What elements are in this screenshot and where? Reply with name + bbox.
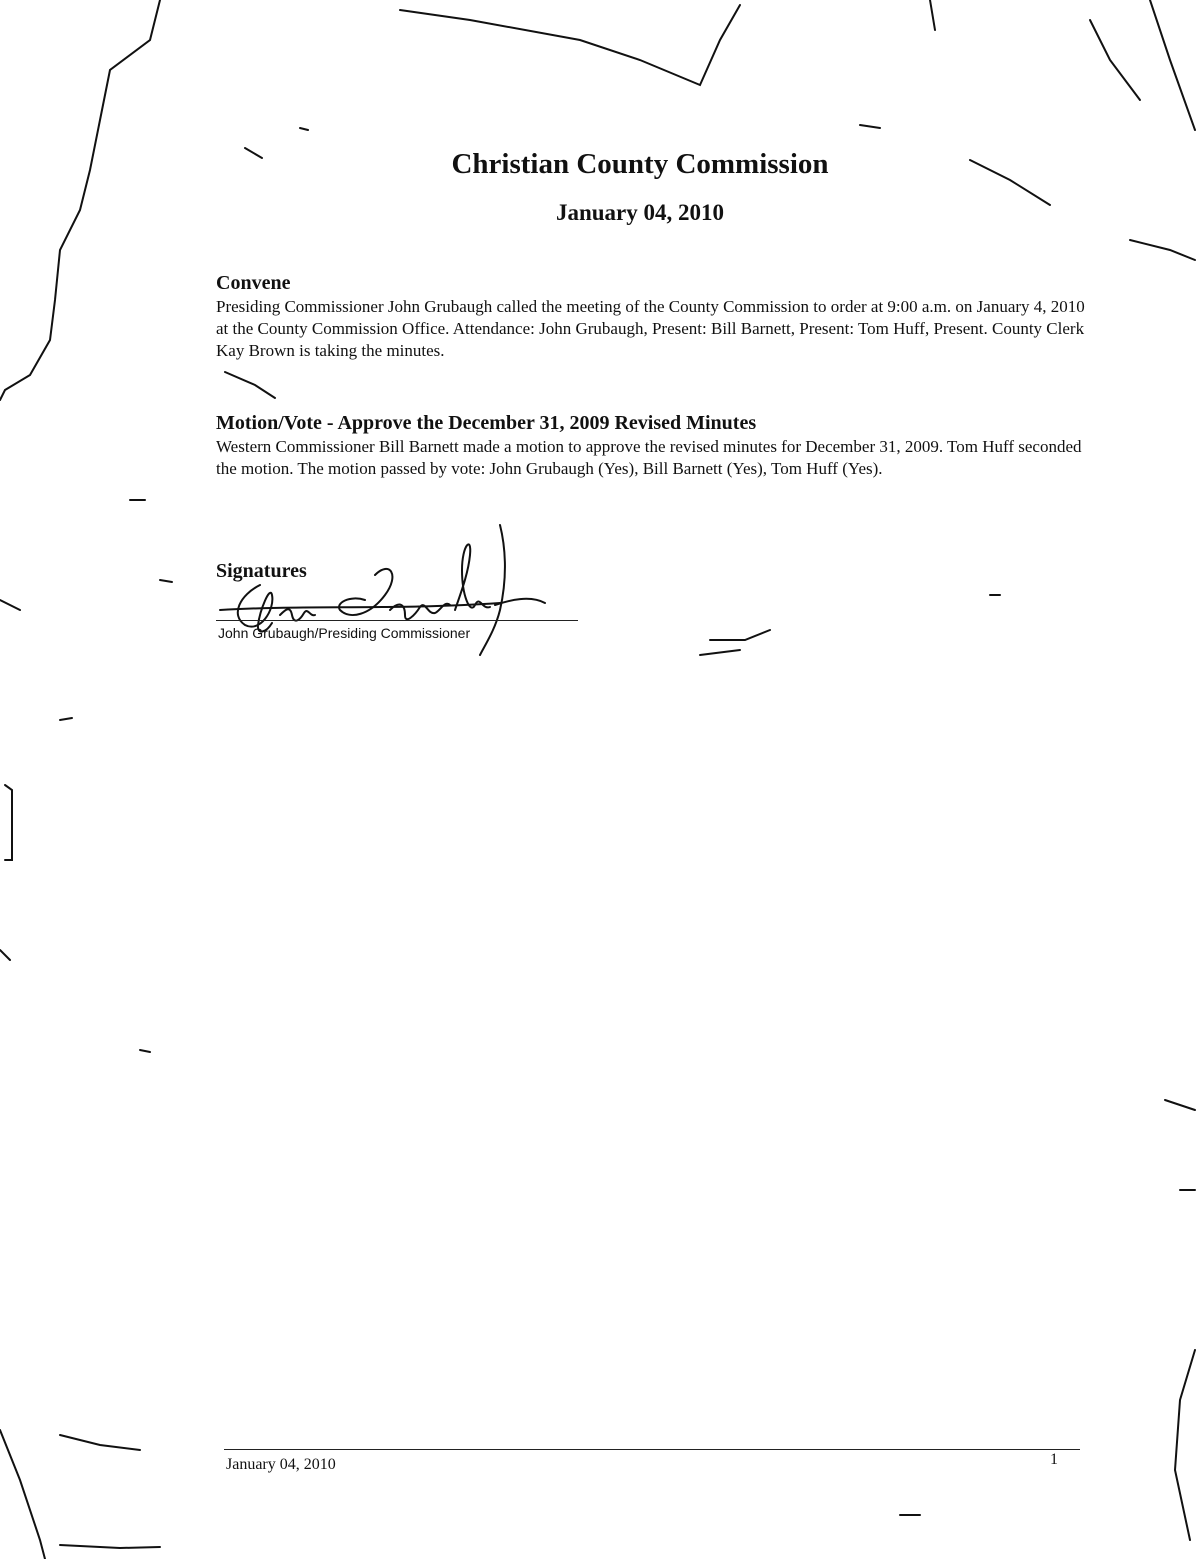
scan-mark [140,1050,150,1052]
scan-mark [300,128,308,130]
motion-heading: Motion/Vote - Approve the December 31, 2009 Revised Minutes [216,412,757,434]
scan-mark [60,718,72,720]
motion-section [216,412,1086,480]
scan-mark [1090,20,1140,100]
scan-mark [860,125,880,128]
scan-mark [160,580,172,582]
scan-mark [700,650,740,655]
document-date: January 04, 2010 [555,200,725,225]
scan-mark [5,785,12,860]
signature-line [216,620,578,621]
scan-mark [710,630,770,640]
handwritten-signature [200,515,580,665]
scan-mark [1130,240,1195,260]
footer-date: January 04, 2010 [226,1456,336,1473]
scan-mark [225,372,275,398]
convene-section [216,272,1086,362]
motion-body: Western Commissioner Bill Barnett made a motion to approve the revised minutes for December 31, 2009. Tom Huff seconded the motion. The motion passed by vote: John Grubaugh (Yes), Bill Barnett (Yes), Tom Huff (Yes). [216,437,1082,478]
scan-mark [400,5,740,85]
scan-mark [0,600,20,610]
scan-mark [0,950,10,960]
document-title: Christian County Commission [451,148,829,180]
footer-rule [224,1449,1080,1450]
scan-mark [60,1545,160,1548]
signature-caption: John Grubaugh/Presiding Commissioner [218,625,471,641]
signatures-heading: Signatures [216,560,307,582]
scan-mark [0,1430,45,1559]
scan-mark [1165,1100,1195,1110]
scan-mark [1175,1350,1195,1540]
page-number: 1 [1050,1451,1058,1468]
scan-mark [60,1435,140,1450]
convene-heading: Convene [216,272,291,294]
scan-mark [1150,0,1195,130]
scan-mark [930,0,935,30]
convene-body: Presiding Commissioner John Grubaugh called the meeting of the County Commission to order at 9:00 a.m. on January 4, 2010 at the County Commission Office. Attendance: John Grubaugh, Present: Bill Barnett, Present: Tom Huff, Present. County Clerk Kay Brown is taking the minutes. [216,297,1085,360]
